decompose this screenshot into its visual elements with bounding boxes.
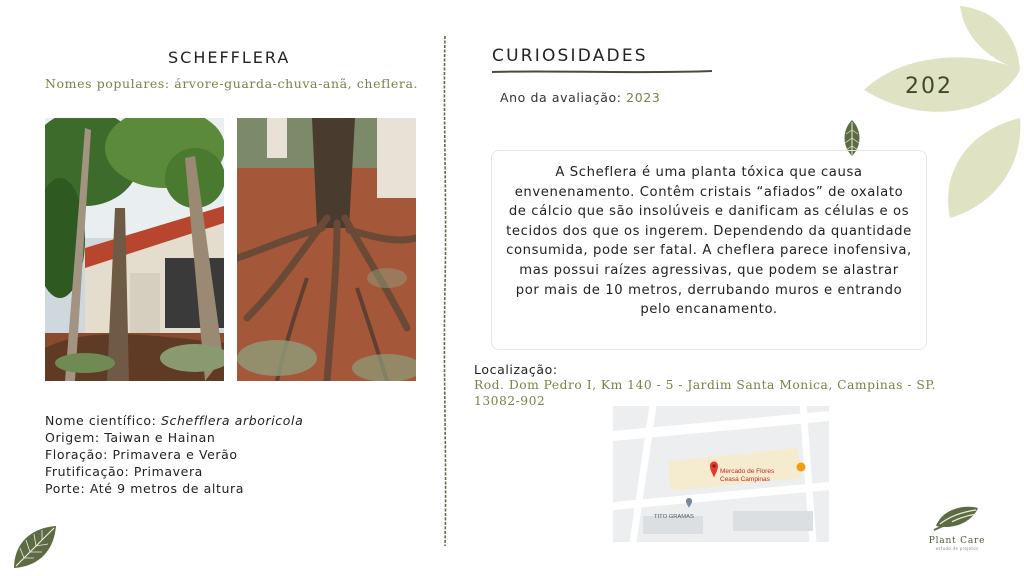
brand-tagline: estudo de projetos xyxy=(935,546,979,551)
fruiting: Frutificação: Primavera xyxy=(45,464,203,479)
popular-names: Nomes populares: árvore-guarda-chuva-anã, cheflera. xyxy=(45,76,419,91)
scientific-name-label: Nome científico: xyxy=(45,413,161,428)
brand-logo xyxy=(922,502,992,551)
map-place-name-line2: Ceasa Campinas xyxy=(720,476,770,483)
year-value: 2023 xyxy=(626,90,661,105)
tree-photo xyxy=(45,118,224,381)
location-address: Rod. Dom Pedro I, Km 140 - 5 - Jardim Santa Monica, Campinas - SP. 13082-902 xyxy=(474,378,937,408)
location-label: Localização: xyxy=(474,362,558,377)
column-divider xyxy=(441,36,449,546)
map-place-name-line1: Mercado de Flores xyxy=(720,468,775,475)
origin: Origem: Taiwan e Hainan xyxy=(45,430,216,445)
section-title: CURIOSIDADES xyxy=(492,46,648,66)
food-pin-icon xyxy=(797,463,806,472)
page-title: SCHEFFLERA xyxy=(168,48,291,67)
scientific-name xyxy=(45,412,303,429)
evaluation-year xyxy=(500,90,660,105)
plant-care-logo-icon xyxy=(932,502,982,532)
year-label: Ano da avaliação: xyxy=(500,90,627,105)
brand-name: Plant Care xyxy=(928,536,986,546)
title-underline xyxy=(490,68,715,76)
flowering: Floração: Primavera e Verão xyxy=(45,447,238,462)
leaf-decoration-bottom-left xyxy=(10,522,60,572)
curiosity-card: A Scheflera é uma planta tóxica que causa envenenamento. Contêm cristais “afiados” de oxalato de cálcio que são insolúveis e danificam as células e os tecidos dos que os ingerem. Dependendo da quantidade consumida, pode ser fatal. A cheflera parece inofensiva, mas possui raízes agressivas, que podem se alastrar por mais de 10 metros, derrubando muros e entrando pelo encanamento. xyxy=(491,150,927,350)
page-number: 202 xyxy=(905,74,953,99)
plant-facts xyxy=(45,412,303,497)
map-nearby-label: TITO GRAMAS xyxy=(654,514,694,520)
size: Porte: Até 9 metros de altura xyxy=(45,481,244,496)
location-map[interactable] xyxy=(613,406,829,542)
scientific-name-value: Schefflera arboricola xyxy=(160,413,304,428)
roots-photo xyxy=(237,118,416,381)
